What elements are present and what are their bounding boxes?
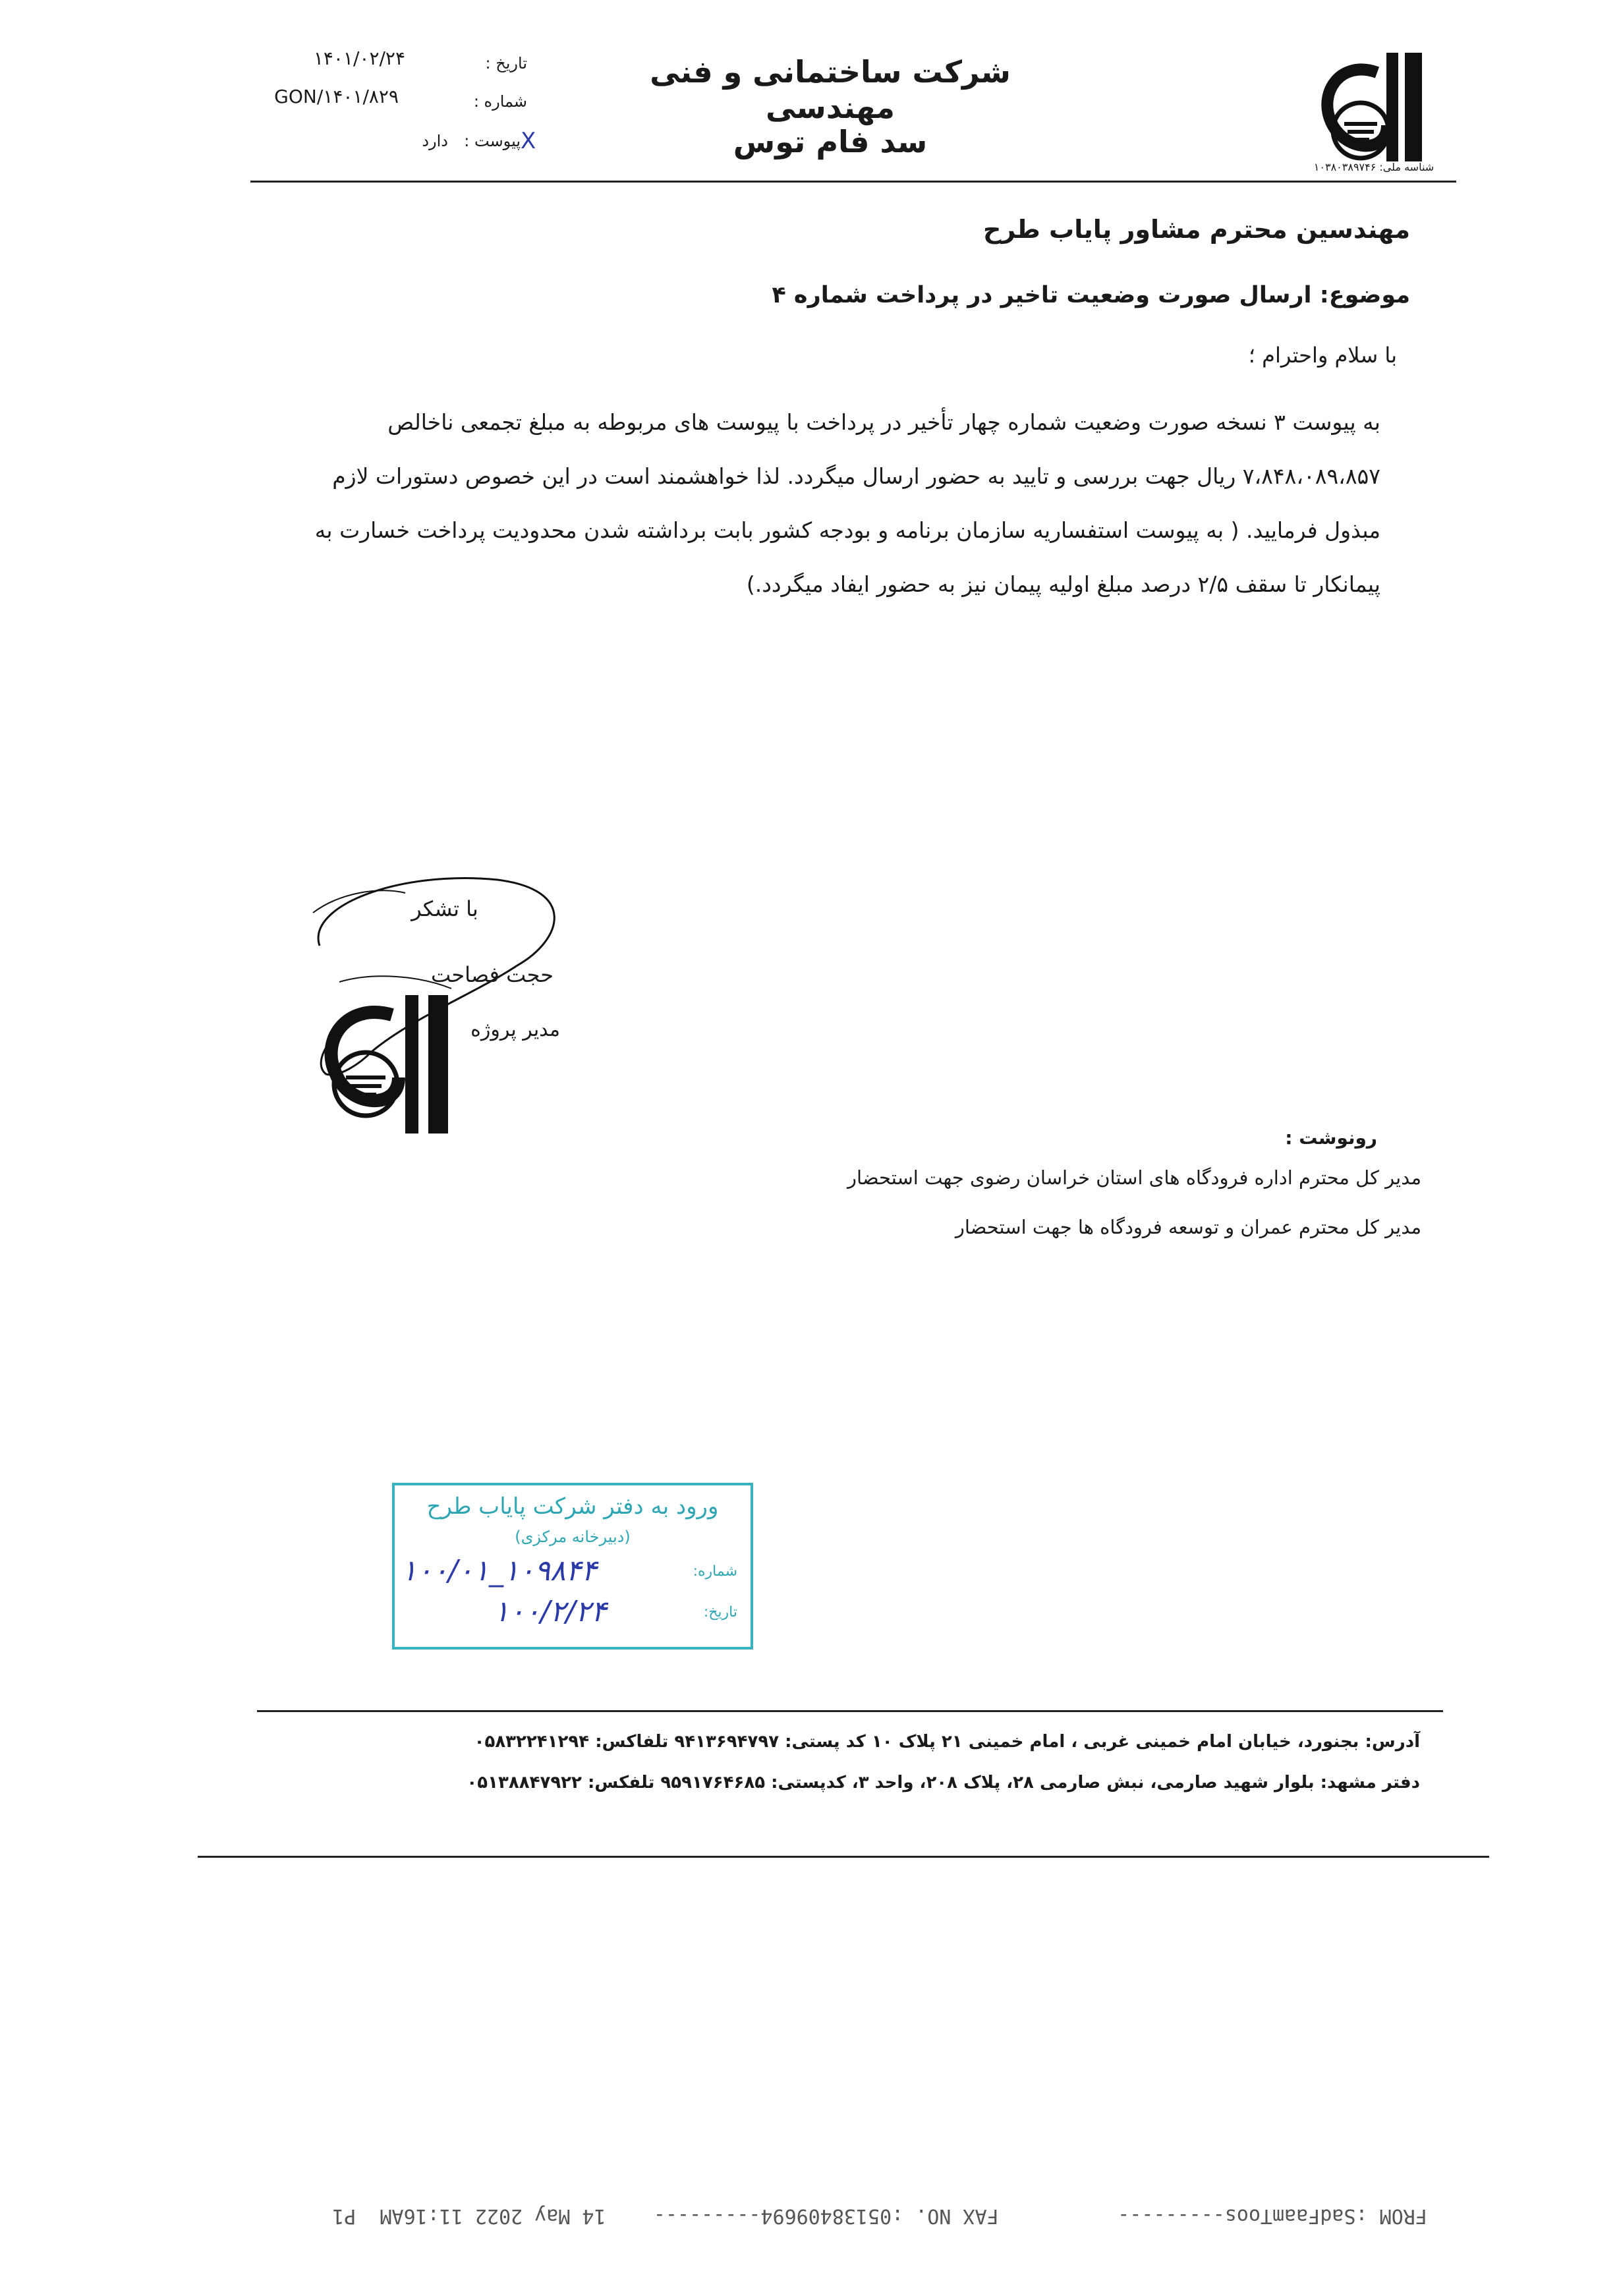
- signatory-name: حجت فصاحت: [430, 962, 554, 987]
- cc-title: رونوشت :: [1285, 1127, 1377, 1149]
- company-seal: [306, 969, 491, 1166]
- company-name-line2: سد فام توس: [733, 124, 928, 159]
- number-value: GON/۱۴۰۱/۸۲۹: [274, 86, 399, 107]
- company-logo: [1315, 46, 1446, 178]
- signatory-title: مدیر پروژه: [470, 1018, 560, 1041]
- date-value: ۱۴۰۱/۰۲/۲۴: [313, 47, 405, 69]
- entry-stamp: [392, 1483, 753, 1650]
- date-label: تاریخ :: [485, 54, 527, 72]
- header-divider: [250, 181, 1456, 183]
- fax-header-line: FROM :SadFaamToos--------- FAX NO. :05138409694--------- 14 May 2022 11:16AM P1: [332, 2204, 1427, 2227]
- attachment-value: دارد: [422, 132, 448, 150]
- company-name: شرکت ساختمانی و فنی مهندسی: [650, 54, 1011, 125]
- subject: موضوع: ارسال صورت وضعیت تاخیر در پرداخت شماره ۴: [772, 282, 1410, 308]
- signature-thanks: با تشکر: [411, 896, 478, 921]
- logo-caption: شناسه ملی: ۱۰۳۸۰۳۸۹۷۴۶: [1313, 161, 1434, 173]
- attachment-check-mark: X: [521, 128, 536, 154]
- recipient: مهندسین محترم مشاور پایاب طرح: [982, 215, 1410, 244]
- entry-stamp-subtitle: (دبیرخانه مرکزی): [515, 1528, 631, 1546]
- footer-divider-top: [257, 1710, 1443, 1712]
- footer-divider-bottom: [198, 1856, 1489, 1858]
- address-mashhad: دفتر مشهد: بلوار شهید صارمی، نبش صارمی ۲۸، پلاک ۲۰۸، واحد ۳، کدپستی: ۹۵۹۱۷۶۴۶۸۵ تلفکس: ۰۵۱۳۸۸۴۷۹۲۲: [467, 1773, 1420, 1793]
- cc-item: مدیر کل محترم اداره فرودگاه های استان خراسان رضوی جهت استحضار: [847, 1166, 1421, 1189]
- entry-number-value: ۱۰۰/۰۱_۱۰۹۸۴۴: [401, 1554, 597, 1588]
- entry-number-label: شماره:: [693, 1563, 737, 1580]
- address-bojnourd: آدرس: بجنورد، خیابان امام خمینی غربی ، امام خمینی ۲۱ پلاک ۱۰ کد پستی: ۹۴۱۳۶۹۴۷۹۷ تلفاکس: ۰۵۸۳۲۲۴۱۲۹۴: [474, 1732, 1420, 1752]
- cc-item: مدیر کل محترم عمران و توسعه فرودگاه ها جهت استحضار: [955, 1216, 1421, 1238]
- letter-body: به پیوست ۳ نسخه صورت وضعیت شماره چهار تأخیر در پرداخت با پیوست های مربوطه به مبلغ تجمعی ناخالص ۷،۸۴۸،۰۸۹،۸۵۷ ریال جهت بررسی و تایید به حضور ارسال میگردد. لذا خواهشمند است در این خصوص دستورات لازم مبذول فرمایید. ( به پیوست استفساریه سازمان برنامه و بودجه کشور بابت برداشته شدن محدودیت پرداخت خسارت به پیمانکار تا سقف ۲/۵ درصد مبلغ اولیه پیمان نیز به حضور ایفاد میگردد.): [314, 409, 1380, 597]
- attachment-label: پیوست :: [464, 132, 521, 150]
- number-label: شماره :: [473, 92, 527, 111]
- greeting: با سلام واحترام ؛: [1248, 343, 1397, 368]
- entry-date-value: ۱۰۰/۲/۲۴: [494, 1595, 607, 1628]
- entry-stamp-title: ورود به دفتر شرکت پایاب طرح: [426, 1493, 719, 1520]
- entry-date-label: تاریخ:: [703, 1604, 737, 1621]
